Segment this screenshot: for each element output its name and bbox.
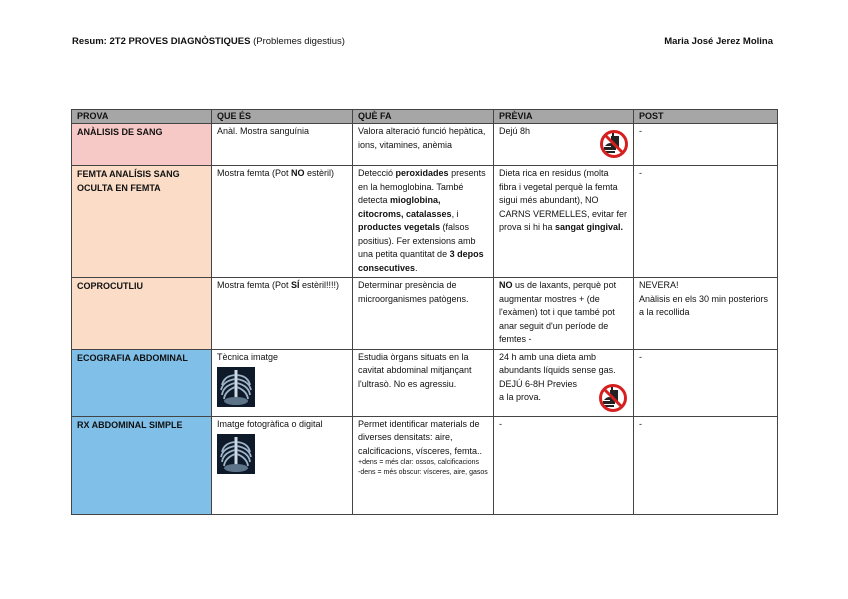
cell-que-es: Anàl. Mostra sanguínia bbox=[212, 124, 353, 166]
diagnostic-tests-table bbox=[71, 109, 778, 515]
bold-text: peroxidades bbox=[395, 168, 449, 178]
bold-text: mioglobina, citocroms, catalasses bbox=[358, 195, 452, 219]
bold-text: SÍ bbox=[291, 280, 300, 290]
bold-text: NO bbox=[291, 168, 305, 178]
cell-post bbox=[634, 278, 778, 350]
cell-previa bbox=[494, 278, 634, 350]
text-segment: Mostra femta (Pot bbox=[217, 280, 292, 290]
text-segment: presents en la hemoglobina. També detecta bbox=[358, 168, 486, 205]
table-row bbox=[72, 278, 778, 350]
post-text: Anàlisis en els 30 min posteriors a la recollida bbox=[639, 293, 769, 317]
title-text: Resum: 2T2 PROVES DIAGNÒSTIQUES bbox=[72, 36, 251, 47]
no-food-drink-icon bbox=[598, 383, 628, 413]
text-segment: Detecció bbox=[358, 168, 396, 178]
col-header-que-es: QUE ÉS bbox=[212, 110, 353, 124]
post-warning: NEVERA! bbox=[639, 280, 679, 290]
cell-que-fa: Determinar presència de microorganismes patògens. bbox=[353, 278, 494, 350]
text-segment: estèril) bbox=[304, 168, 335, 178]
no-food-drink-icon bbox=[599, 129, 629, 159]
col-header-que-fa: QUÈ FA bbox=[353, 110, 494, 124]
text-segment: (falsos positius). Fer extensions amb una petita quantitat de bbox=[358, 222, 476, 259]
previa-text-3: a la prova. bbox=[499, 392, 542, 402]
col-header-post: POST bbox=[634, 110, 778, 124]
cell-que-fa bbox=[353, 416, 494, 514]
cell-que-fa: Valora alteració funció hepàtica, ions, vitamines, anèmia bbox=[353, 124, 494, 166]
text-segment: us de laxants, perquè pot augmentar mostres + (de l'exàmen) tot i que també pot anar seguit d'un període de femtes - bbox=[499, 280, 617, 344]
cell-previa bbox=[494, 166, 634, 278]
bold-text: productes vegetals bbox=[358, 222, 441, 232]
col-header-prova: PROVA bbox=[72, 110, 212, 124]
col-header-previa: PRÈVIA bbox=[494, 110, 634, 124]
cell-post: - bbox=[634, 166, 778, 278]
text-segment: Mostra femta (Pot bbox=[217, 168, 292, 178]
cell-previa: - bbox=[494, 416, 634, 514]
chest-xray-icon bbox=[217, 434, 255, 474]
cell-que-es bbox=[212, 416, 353, 514]
cell-post: - bbox=[634, 124, 778, 166]
cell-que-es bbox=[212, 166, 353, 278]
table-header-row bbox=[72, 110, 778, 124]
density-note-2: -dens = més obscur: vísceres, aire, gasos bbox=[358, 468, 488, 476]
title-subtitle: (Problemes digestius) bbox=[253, 36, 345, 47]
row-heading: FEMTA ANALÍSIS SANG OCULTA EN FEMTA bbox=[72, 166, 212, 278]
author-name: Maria José Jerez Molina bbox=[664, 36, 773, 47]
cell-que-es bbox=[212, 278, 353, 350]
text-segment: estèril!!!!) bbox=[299, 280, 340, 290]
document-title bbox=[72, 36, 345, 47]
cell-previa bbox=[494, 124, 634, 166]
chest-xray-icon bbox=[217, 367, 255, 407]
previa-text-2: DEJÚ 6-8H Previes bbox=[499, 378, 578, 389]
bold-text: 3 depos consecutives bbox=[358, 249, 484, 273]
cell-que-fa bbox=[353, 166, 494, 278]
text-segment: Dieta rica en residus (molta fibra i vegetal perquè la femta sigui més abundant), NO CARNS VERMELLES, evitar fer prova si hi ha bbox=[499, 168, 628, 232]
previa-text: Dejú 8h bbox=[499, 126, 531, 136]
previa-text-1: 24 h amb una dieta amb abundants líquids sense gas. bbox=[499, 351, 616, 375]
row-heading: ANÀLISIS DE SANG bbox=[72, 124, 212, 166]
cell-post: - bbox=[634, 349, 778, 416]
text-segment: . bbox=[415, 262, 418, 273]
que-fa-text: Permet identificar materials de diverses densitats: aire, calcificacions, vísceres, femta.. bbox=[358, 418, 483, 456]
bold-text: NO bbox=[499, 280, 513, 290]
cell-que-es bbox=[212, 349, 353, 416]
cell-que-fa: Estudia òrgans situats en la cavitat abdominal mitjançant l'ultrasò. No es agressiu. bbox=[353, 349, 494, 416]
que-es-text: Imatge fotogràfica o digital bbox=[217, 418, 323, 429]
density-note-1: +dens = més clar: ossos, calcificacions bbox=[358, 459, 479, 466]
row-heading: COPROCUTLIU bbox=[72, 278, 212, 350]
bold-text: sangat gingival. bbox=[555, 222, 624, 232]
cell-previa bbox=[494, 349, 634, 416]
row-heading: RX ABDOMINAL SIMPLE bbox=[72, 416, 212, 514]
table-row bbox=[72, 416, 778, 514]
text-segment: , i bbox=[451, 208, 459, 219]
table-row bbox=[72, 349, 778, 416]
que-es-text: Tècnica imatge bbox=[217, 351, 279, 362]
cell-post: - bbox=[634, 416, 778, 514]
table-row bbox=[72, 124, 778, 166]
row-heading: ECOGRAFIA ABDOMINAL bbox=[72, 349, 212, 416]
table-row bbox=[72, 166, 778, 278]
